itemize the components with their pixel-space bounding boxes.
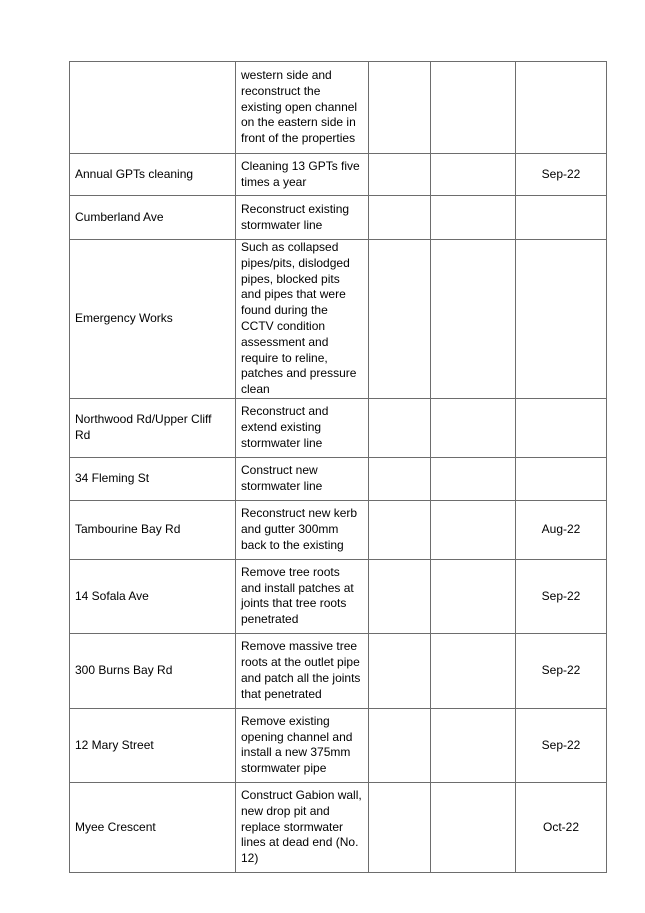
project-name-cell: 300 Burns Bay Rd	[70, 633, 236, 708]
table-row	[70, 633, 607, 708]
description-cell: Remove existing opening channel and install a new 375mm stormwater pipe	[236, 708, 369, 782]
empty-cell	[431, 500, 516, 559]
description-cell: Reconstruct and extend existing stormwater line	[236, 398, 369, 457]
description-cell: western side and reconstruct the existing open channel on the eastern side in front of the properties	[236, 62, 369, 154]
empty-cell	[431, 62, 516, 154]
table-row	[70, 559, 607, 633]
date-cell: Aug-22	[516, 500, 607, 559]
project-name-cell: Annual GPTs cleaning	[70, 154, 236, 196]
empty-cell	[431, 196, 516, 240]
empty-cell	[369, 782, 431, 872]
date-cell	[516, 196, 607, 240]
description-cell: Reconstruct existing stormwater line	[236, 196, 369, 240]
empty-cell	[431, 559, 516, 633]
date-cell: Sep-22	[516, 633, 607, 708]
empty-cell	[431, 398, 516, 457]
table-row	[70, 398, 607, 457]
empty-cell	[369, 240, 431, 399]
table-row	[70, 708, 607, 782]
empty-cell	[369, 633, 431, 708]
project-name-cell	[70, 62, 236, 154]
empty-cell	[431, 154, 516, 196]
date-cell: Sep-22	[516, 559, 607, 633]
description-cell: Remove tree roots and install patches at joints that tree roots penetrated	[236, 559, 369, 633]
project-name-cell: Cumberland Ave	[70, 196, 236, 240]
table-row	[70, 154, 607, 196]
empty-cell	[369, 196, 431, 240]
description-cell: Construct new stormwater line	[236, 457, 369, 500]
empty-cell	[369, 457, 431, 500]
table-row	[70, 457, 607, 500]
description-cell: Cleaning 13 GPTs five times a year	[236, 154, 369, 196]
project-name-cell: 14 Sofala Ave	[70, 559, 236, 633]
description-cell: Such as collapsed pipes/pits, dislodged pipes, blocked pits and pipes that were found during the CCTV condition assessment and require to reline, patches and pressure clean	[236, 240, 369, 399]
empty-cell	[369, 708, 431, 782]
date-cell	[516, 398, 607, 457]
project-name-cell: Emergency Works	[70, 240, 236, 399]
empty-cell	[431, 782, 516, 872]
empty-cell	[369, 398, 431, 457]
date-cell: Sep-22	[516, 154, 607, 196]
empty-cell	[369, 559, 431, 633]
date-cell: Sep-22	[516, 708, 607, 782]
project-name-cell: 34 Fleming St	[70, 457, 236, 500]
empty-cell	[431, 457, 516, 500]
date-cell	[516, 240, 607, 399]
date-cell: Oct-22	[516, 782, 607, 872]
date-cell	[516, 457, 607, 500]
project-name-cell: Myee Crescent	[70, 782, 236, 872]
project-name-cell: 12 Mary Street	[70, 708, 236, 782]
project-name-cell: Tambourine Bay Rd	[70, 500, 236, 559]
table-row	[70, 240, 607, 399]
description-cell: Reconstruct new kerb and gutter 300mm back to the existing	[236, 500, 369, 559]
description-cell: Remove massive tree roots at the outlet pipe and patch all the joints that penetrated	[236, 633, 369, 708]
empty-cell	[369, 154, 431, 196]
empty-cell	[431, 708, 516, 782]
works-table	[69, 61, 607, 873]
empty-cell	[369, 500, 431, 559]
table-row	[70, 782, 607, 872]
empty-cell	[431, 633, 516, 708]
table-row	[70, 196, 607, 240]
empty-cell	[369, 62, 431, 154]
empty-cell	[431, 240, 516, 399]
table-row	[70, 62, 607, 154]
project-name-cell: Northwood Rd/Upper Cliff Rd	[70, 398, 236, 457]
description-cell: Construct Gabion wall, new drop pit and replace stormwater lines at dead end (No. 12)	[236, 782, 369, 872]
table-row	[70, 500, 607, 559]
date-cell	[516, 62, 607, 154]
